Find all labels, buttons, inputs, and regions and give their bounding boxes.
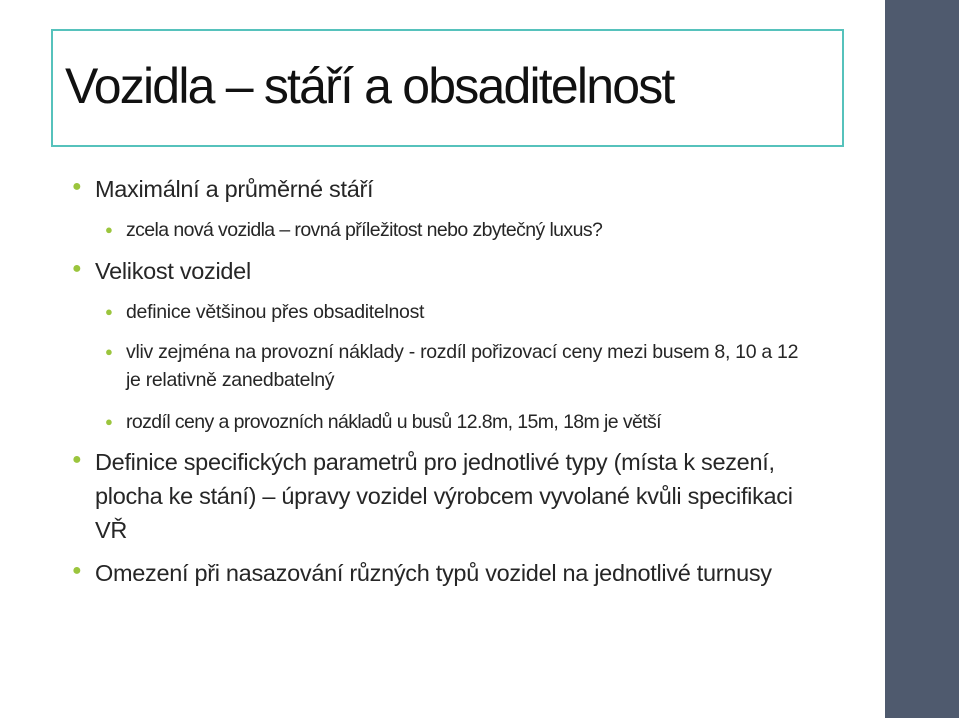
bullet-dot-icon: ● [105, 344, 113, 359]
list-item-text: Definice specifických parametrů pro jednotlivé typy (místa k sezení, plocha ke stání) – úpravy vozidel výrobcem vyvolané kvůli specifikaci VŘ [95, 449, 793, 543]
slide-title: Vozidla – stáří a obsaditelnost [65, 58, 674, 114]
list-item [72, 556, 815, 590]
list-item-text: Omezení při nasazování různých typů vozidel na jednotlivé turnusy [95, 560, 772, 586]
bullet-dot-icon: ● [105, 414, 113, 429]
list-item-text: Maximální a průměrné stáří [95, 176, 374, 202]
list-item [105, 408, 846, 436]
bullet-dot-icon: ● [105, 222, 113, 237]
list-item [105, 338, 806, 394]
list-item-text: definice většinou přes obsaditelnost [126, 301, 425, 323]
bullet-dot-icon: ● [72, 451, 82, 468]
decorative-sidebar [885, 0, 959, 718]
list-item [105, 298, 846, 326]
bullet-dot-icon: ● [72, 260, 82, 277]
list-item-text: Velikost vozidel [95, 258, 251, 284]
list-item [72, 172, 855, 206]
list-item-text: zcela nová vozidla – rovná příležitost nebo zbytečný luxus? [126, 219, 603, 241]
bullet-dot-icon: ● [72, 562, 82, 579]
list-item-text: rozdíl ceny a provozních nákladů u busů 12.8m, 15m, 18m je větší [126, 411, 661, 433]
list-item [72, 445, 825, 547]
list-item-text: vliv zejména na provozní náklady - rozdíl pořizovací ceny mezi busem 8, 10 a 12 je relativně zanedbatelný [126, 341, 799, 391]
bullet-dot-icon: ● [72, 178, 82, 195]
list-item [72, 254, 855, 288]
list-item [105, 216, 846, 244]
bullet-dot-icon: ● [105, 304, 113, 319]
